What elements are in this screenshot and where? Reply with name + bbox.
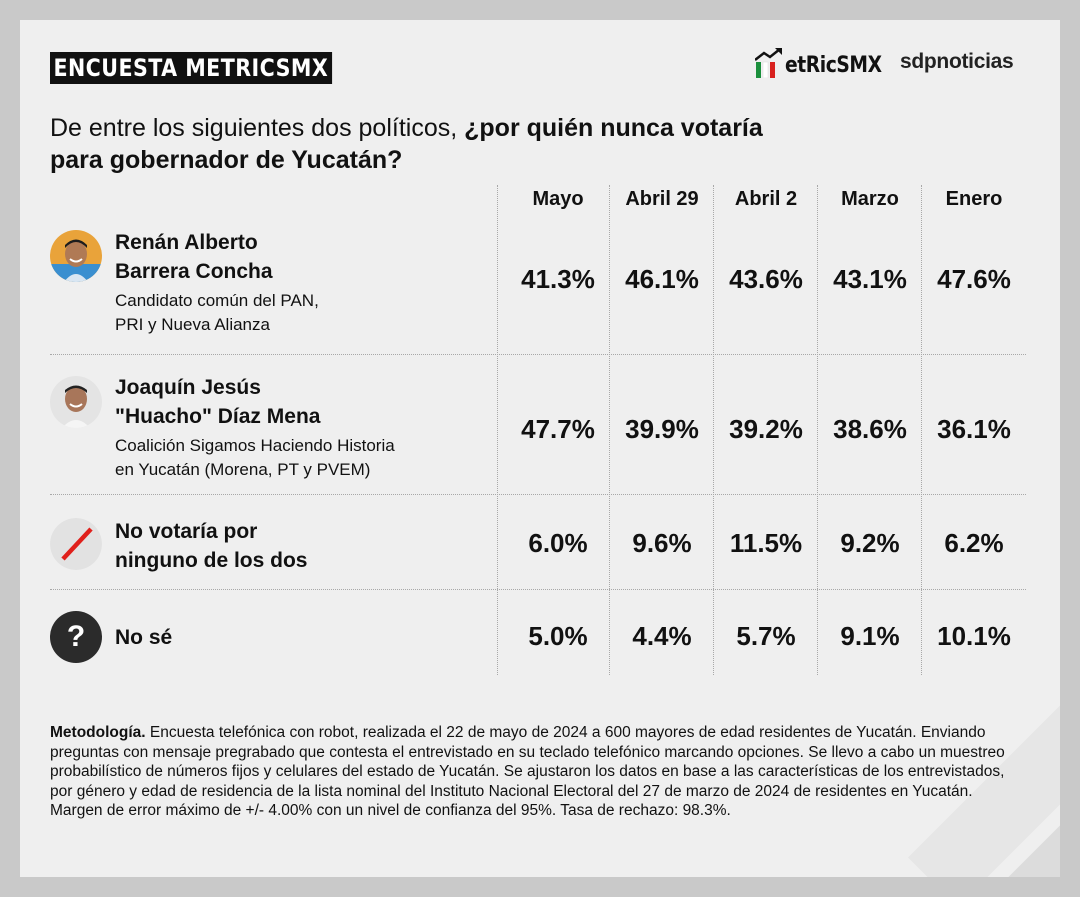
row-renan-name <box>115 228 273 286</box>
photo-huacho-avatar <box>50 376 102 428</box>
methodology-note <box>50 723 1025 821</box>
question-bold-1: ¿por quién nunca votaría <box>464 114 763 142</box>
value-huacho-mayo: 47.7% <box>521 414 595 444</box>
value-huacho-enero: 36.1% <box>937 414 1011 444</box>
row-huacho-name <box>115 373 320 431</box>
column-header-mayo: Mayo <box>532 188 584 210</box>
metricsmx-logo-text: etRicSMX <box>785 53 882 78</box>
value-ninguno-marzo: 9.2% <box>840 528 900 558</box>
column-header-marzo: Marzo <box>841 188 899 210</box>
row-ninguno-label-line2: ninguno de los dos <box>115 549 308 572</box>
row-huacho-affiliation-line2: en Yucatán (Morena, PT y PVEM) <box>115 460 371 479</box>
methodology-text: Encuesta telefónica con robot, realizada el 22 de mayo de 2024 a 600 mayores de edad residentes de Yucatán. Enviando preguntas con mensaje pregrabado que contesta el entrevistado en su teclado telefónico marcando opciones. Se llevo a cabo un muestreo probabilístico de números fijos y celulares del estado de Yucatán. Se ajustaron los datos en base a las características de los entrevistados, por género y edad de residencia de la lista nominal del Instituto Nacional Electoral del 27 de marzo de 2024 de residentes en Yucatán. Margen de error máximo de +/- 4.00% con un nivel de confianza del 95%. Tasa de rechazo: 98.3%. <box>50 724 1005 820</box>
value-ninguno-enero: 6.2% <box>944 528 1004 558</box>
row-renan-affiliation-line1: Candidato común del PAN, <box>115 291 319 310</box>
value-huacho-abril-2: 39.2% <box>729 414 803 444</box>
sdpnoticias-logo: sdpnoticias <box>900 50 1014 73</box>
methodology-label: Metodología. <box>50 724 146 741</box>
survey-card <box>20 20 1060 877</box>
value-renan-enero: 47.6% <box>937 264 1011 294</box>
value-ninguno-mayo: 6.0% <box>528 528 588 558</box>
row-no-se-label: No sé <box>115 626 173 649</box>
value-ninguno-abril-29: 9.6% <box>632 528 692 558</box>
value-no-se-abril-29: 4.4% <box>632 621 692 651</box>
row-huacho-affiliation-line1: Coalición Sigamos Haciendo Historia <box>115 436 395 455</box>
question-bold-2: para gobernador de Yucatán? <box>50 146 403 174</box>
row-huacho-name-line1: Joaquín Jesús <box>115 376 261 399</box>
row-renan-name-line1: Renán Alberto <box>115 231 258 254</box>
row-renan-name-line2: Barrera Concha <box>115 260 273 283</box>
value-renan-abril-2: 43.6% <box>729 264 803 294</box>
row-renan-affiliation <box>115 289 319 337</box>
value-ninguno-abril-2: 11.5% <box>729 528 803 558</box>
row-ninguno-label-line1: No votaría por <box>115 520 258 543</box>
row-divider <box>50 494 1026 495</box>
column-divider <box>497 185 498 675</box>
value-renan-mayo: 41.3% <box>521 264 595 294</box>
row-ninguno-label <box>115 517 308 575</box>
row-divider <box>50 354 1026 355</box>
value-no-se-abril-2: 5.7% <box>736 621 796 651</box>
metricsmx-logo <box>755 48 899 78</box>
question-text: De entre los siguientes dos políticos, <box>50 114 465 142</box>
value-no-se-enero: 10.1% <box>937 621 1011 651</box>
value-huacho-marzo: 38.6% <box>833 414 907 444</box>
value-no-se-marzo: 9.1% <box>840 621 900 651</box>
value-renan-marzo: 43.1% <box>833 264 907 294</box>
column-header-abril-29: Abril 29 <box>625 188 699 210</box>
survey-brand-tag: ENCUESTA METRICSMX <box>50 52 332 84</box>
value-no-se-mayo: 5.0% <box>528 621 588 651</box>
row-huacho-name-line2: "Huacho" Díaz Mena <box>115 405 321 428</box>
slash-icon <box>50 518 102 570</box>
column-header-abril-2: Abril 2 <box>734 188 798 210</box>
question-mark-icon: ? <box>50 611 102 663</box>
row-huacho-affiliation <box>115 434 395 482</box>
question-title <box>50 112 870 176</box>
column-header-enero: Enero <box>945 188 1003 210</box>
value-huacho-abril-29: 39.9% <box>625 414 699 444</box>
value-renan-abril-29: 46.1% <box>625 264 699 294</box>
photo-renan-avatar <box>50 230 102 282</box>
row-renan-affiliation-line2: PRI y Nueva Alianza <box>115 315 270 334</box>
row-divider <box>50 589 1026 590</box>
trend-arrow-icon <box>755 48 783 78</box>
